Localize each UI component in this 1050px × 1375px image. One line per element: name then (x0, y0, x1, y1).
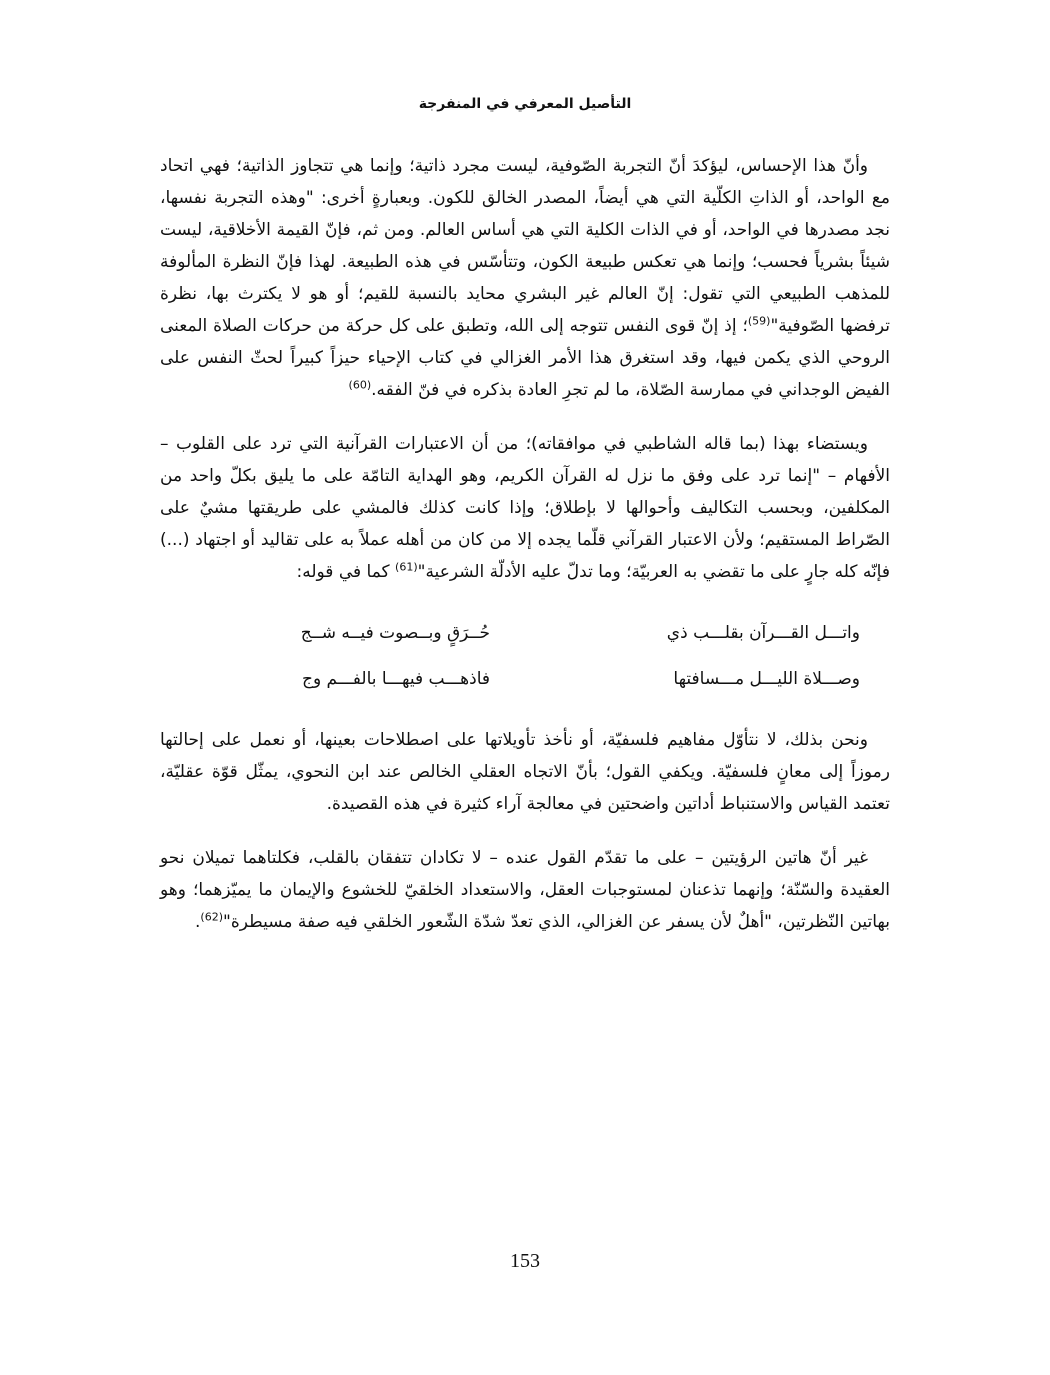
paragraph-1-text-cont: ؛ إذ إنّ قوى النفس تتوجه إلى الله، وتطبق على كل حركة من حركات الصلاة المعنى الروحي الذي يكمن فيها، وقد استغرق هذا الأمر الغزالي في كتاب الإحياء حيزاً كبيراً لحثّ النفس على الفيض الوجداني في ممارسة الصّلاة، ما لم تجرِ العادة بذكره في فنّ الفقه. (160, 316, 890, 400)
footnote-ref-59[interactable]: (59) (747, 314, 771, 328)
paragraph-2-text: ويستضاء بهذا (بما قاله الشاطبي في موافقاته)؛ من أن الاعتبارات القرآنية التي ترد على القلوب – الأفهام – "إنما ترد على وفق ما نزل له القرآن الكريم، وهو الهداية التامّة على ما يليق بكلّ واحد من المكلفين، وبحسب التكاليف وأحوالها لا بإطلاق؛ وإذا كانت كذلك فالمشي على طريقتها مشيٌ على الصّراط المستقيم؛ ولأن الاعتبار القرآني قلّما يجده إلا من كان من أهله عملاً به على تقاليد أو اجتهاد (...) فإنّه كله جارٍ على ما تقضي به العربيّة؛ وما تدلّ عليه الأدلّة الشرعية" (160, 434, 890, 582)
verse-second-hemistich: فاذهـــب فيهـــا بالفـــم وج (301, 669, 490, 689)
paragraph-4 (160, 842, 890, 938)
paragraph-2-text-cont: كما في قوله: (296, 562, 396, 582)
paragraph-3-text: ونحن بذلك، لا نتأوّل مفاهيم فلسفيّة، أو نأخذ تأويلاتها على اصطلاحات بعينها، أو نعمل على إحالتها رموزاً إلى معانٍ فلسفيّة. ويكفي القول؛ بأنّ الاتجاه العقلي الخالص عند ابن النحوي، يمثّل قوّة عقليّة، تعتمد القياس والاستنباط أداتين واضحتين في معالجة آراء كثيرة في هذه القصيدة. (160, 730, 890, 814)
poem-verse (160, 610, 890, 702)
paragraph-4-text: غير أنّ هاتين الرؤيتين – على ما تقدّم القول عنده – لا تكادان تتفقان بالقلب، فكلتاهما تميلان نحو العقيدة والسّنّة؛ وإنهما تذعنان لمستوجبات العقل، والاستعداد الخلقيّ للخشوع والإيمان ما يميّزهما؛ وهو بهاتين النّظرتين، "أهلٌ لأن يسفر عن الغزالي، الذي تعدّ شدّة الشّعور الخلقي فيه صفة مسيطرة" (160, 848, 890, 932)
paragraph-4-text-cont: . (195, 912, 201, 932)
body-text (160, 150, 890, 960)
verse-first-hemistich: واتـــل القـــرآن بقلـــب ذي (666, 623, 860, 643)
paragraph-1 (160, 150, 890, 406)
verse-second-hemistich: حُــرَقٍ وبــصوت فيــه شــج (300, 623, 490, 643)
paragraph-1-text: وأنّ هذا الإحساس، ليؤكدَ أنّ التجربة الصّوفية، ليست مجرد ذاتية؛ وإنما هي تتجاوز الذاتية؛ فهي اتحاد مع الواحد، أو الذاتِ الكلّية التي هي أيضاً، المصدر الخالق للكون. وبعبارةٍ أخرى: "وهذه التجربة نفسها، نجد مصدرها في الواحد، أو في الذات الكلية التي هي أساس العالم. ومن ثم، فإنّ القيمة الأخلاقية، ليست شيئاً بشرياً فحسب؛ وإنما هي تعكس طبيعة الكون، وتتأسّس في هذه الطبيعة. لهذا فإنّ النظرة المألوفة للمذهب الطبيعي التي تقول: إنّ العالم غير البشري محايد بالنسبة للقيم؛ أو هو لا يكترث بها، نظرة ترفضها الصّوفية" (160, 156, 890, 336)
verse-line (160, 656, 890, 702)
paragraph-3 (160, 724, 890, 820)
page-number: 153 (510, 1250, 540, 1272)
verse-line (160, 610, 890, 656)
footnote-ref-60[interactable]: (60) (348, 378, 372, 392)
footnote-ref-62[interactable]: (62) (200, 910, 224, 924)
footnote-ref-61[interactable]: (61) (395, 560, 418, 574)
verse-first-hemistich: وصـــلاة الليـــل مـــسافتها (673, 669, 860, 689)
running-header: التأصيل المعرفي في المنفرجة (418, 96, 632, 112)
paragraph-2 (160, 428, 890, 588)
